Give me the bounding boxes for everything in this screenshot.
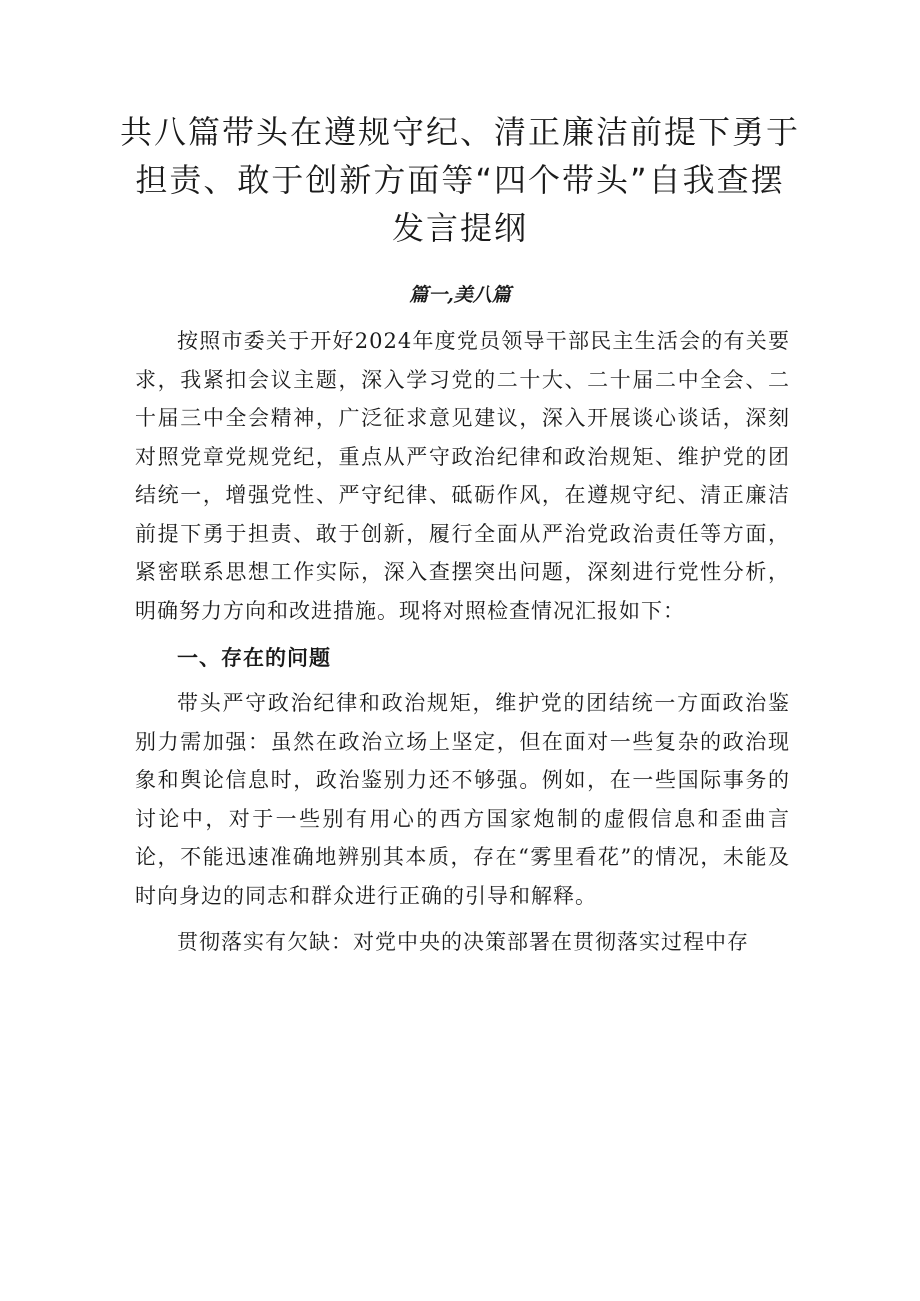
intro-paragraph: 按照市委关于开好2024年度党员领导干部民主生活会的有关要求，我紧扣会议主题，深入学习党的二十大、二十届二中全会、二十届三中全会精神，广泛征求意见建议，深入开展谈心谈话，深刻对照党章党规党纪，重点从严守政治纪律和政治规矩、维护党的团结统一，增强党性、严守纪律、砥砺作风，在遵规守纪、清正廉洁前提下勇于担责、敢于创新，履行全面从严治党政治责任等方面，紧密联系思想工作实际，深入查摆突出问题，深刻进行党性分析，明确努力方向和改进措施。现将对照检查情况汇报如下：	[135, 329, 790, 623]
document-subtitle: 篇一,美八篇	[409, 284, 511, 306]
document-body	[135, 322, 790, 962]
section-heading: 一、存在的问题	[177, 646, 331, 670]
body-paragraph: 贯彻落实有欠缺：对党中央的决策部署在贯彻落实过程中存	[177, 930, 749, 954]
body-paragraph: 带头严守政治纪律和政治规矩，维护党的团结统一方面政治鉴别力需加强：虽然在政治立场上坚定，但在面对一些复杂的政治现象和舆论信息时，政治鉴别力还不够强。例如，在一些国际事务的讨论中，对于一些别有用心的西方国家炮制的虚假信息和歪曲言论，不能迅速准确地辨别其本质，存在“雾里看花”的情况，未能及时向身边的同志和群众进行正确的引导和解释。	[135, 691, 790, 908]
document-title: 共八篇带头在遵规守纪、清正廉洁前提下勇于担责、敢于创新方面等“四个带头”自我查摆发言提纲	[120, 113, 801, 247]
